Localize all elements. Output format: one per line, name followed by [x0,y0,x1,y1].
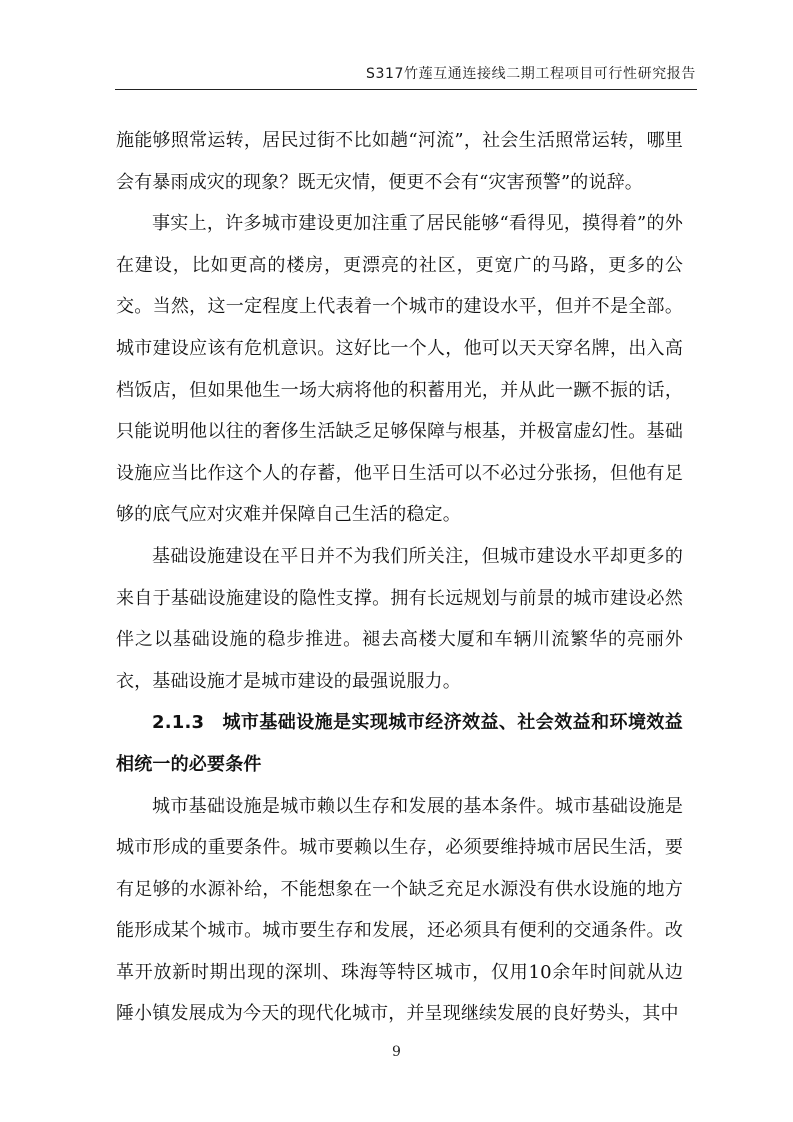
paragraph-infrastructure-support: 基础设施建设在平日并不为我们所关注，但城市建设水平却更多的来自于基础设施建设的隐性支撑。拥有长远规划与前景的城市建设必然伴之以基础设施的稳步推进。褪去高楼大厦和车辆川流繁华的亮丽外衣，基础设施才是城市建设的最强说服力。 [116,545,683,692]
page-number: 9 [392,1044,401,1060]
header-divider [115,89,697,90]
section-number: 2.1.3 [152,712,205,734]
paragraph-continued: 施能够照常运转，居民过街不比如趟“河流”，社会生活照常运转，哪里会有暴雨成灾的现象？既无灾情，便更不会有“灾害预警”的说辞。 [116,130,683,193]
section-heading [116,702,683,785]
section-title: 城市基础设施是实现城市经济效益、社会效益和环境效益相统一的必要条件 [116,712,683,775]
paragraph-urban-construction: 事实上，许多城市建设更加注重了居民能够“看得见，摸得着”的外在建设，比如更高的楼房，更漂亮的社区，更宽广的马路，更多的公交。当然，这一定程度上代表着一个城市的建设水平，但并不是全部。城市建设应该有危机意识。这好比一个人，他可以天天穿名牌，出入高档饭店，但如果他生一场大病将他的积蓄用光，并从此一蹶不振的话，只能说明他以往的奢侈生活缺乏足够保障与根基，并极富虚幻性。基础设施应当比作这个人的存蓄，他平日生活可以不必过分张扬，但他有足够的底气应对灾难并保障自己生活的稳定。 [116,213,683,526]
document-body [116,120,683,1035]
document-header-title: S317竹莲互通连接线二期工程项目可行性研究报告 [365,66,696,82]
paragraph-basic-conditions: 城市基础设施是城市赖以生存和发展的基本条件。城市基础设施是城市形成的重要条件。城市要赖以生存，必须要维持城市居民生活，要有足够的水源补给，不能想象在一个缺乏充足水源没有供水设施的地方能形成某个城市。城市要生存和发展，还必须具有便利的交通条件。改革开放新时期出现的深圳、珠海等特区城市，仅用10余年时间就从边陲小镇发展成为今天的现代化城市，并呈现继续发展的良好势头，其中 [116,795,683,1025]
